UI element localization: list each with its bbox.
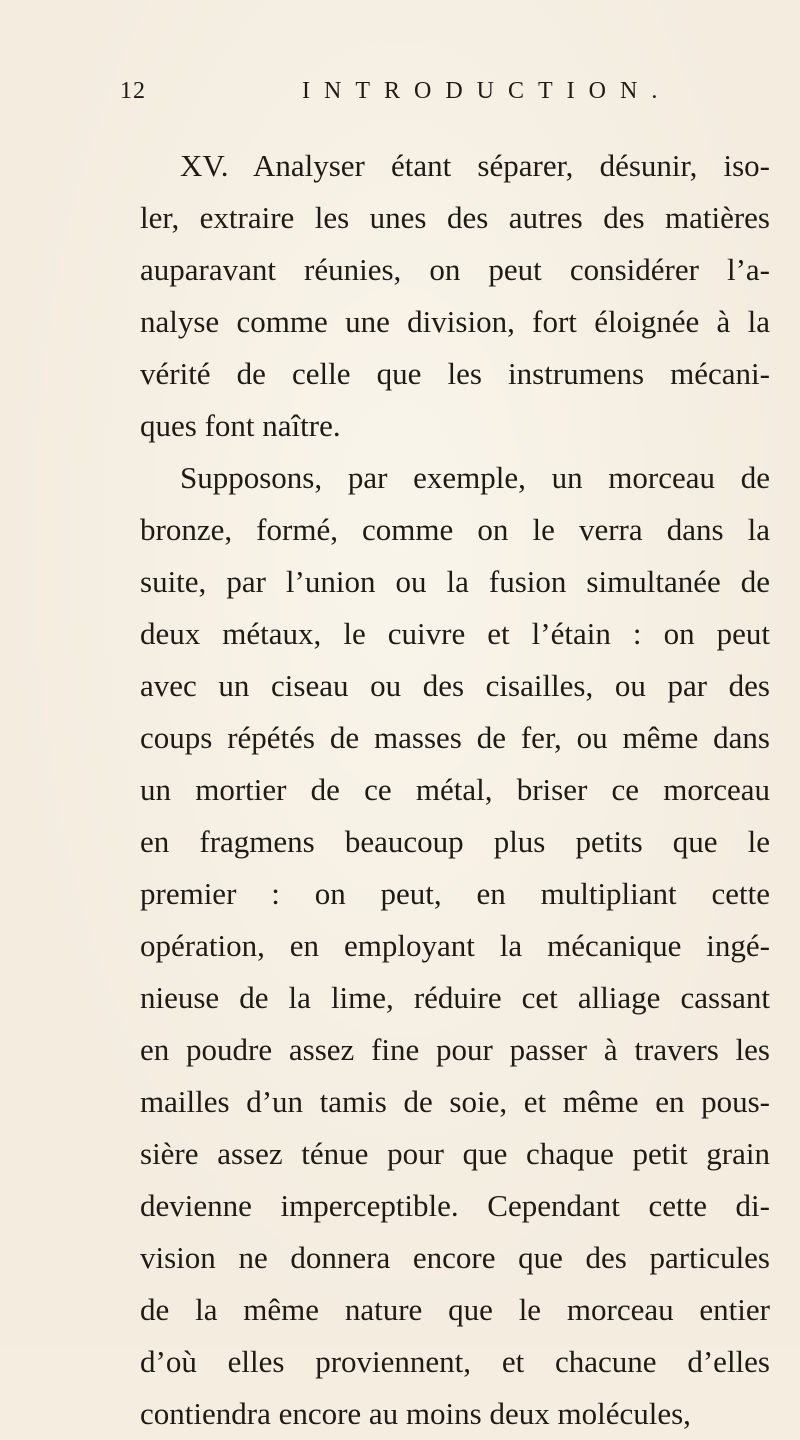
- text-line: suite, par l’union ou la fusion simultanée de: [140, 564, 770, 599]
- text-line: premier : on peut, en multipliant cette: [140, 876, 770, 911]
- text-line: de la même nature que le morceau entier: [140, 1292, 770, 1327]
- text-line: ques font naître.: [140, 408, 341, 443]
- text-line: sière assez ténue pour que chaque petit grain: [140, 1136, 770, 1171]
- text-line: vérité de celle que les instrumens mécani-: [140, 356, 770, 391]
- text-line: avec un ciseau ou des cisailles, ou par des: [140, 668, 770, 703]
- text-line: mailles d’un tamis de soie, et même en pous-: [140, 1084, 770, 1119]
- text-line: deux métaux, le cuivre et l’étain : on peut: [140, 616, 770, 651]
- text-line: bronze, formé, comme on le verra dans la: [140, 512, 770, 547]
- text-line: auparavant réunies, on peut considérer l’a-: [140, 252, 770, 287]
- text-line: en poudre assez fine pour passer à travers les: [140, 1032, 770, 1067]
- text-line: en fragmens beaucoup plus petits que le: [140, 824, 770, 859]
- text-line: vision ne donnera encore que des particules: [140, 1240, 770, 1275]
- paragraph-2: [140, 452, 770, 1440]
- text-line: ler, extraire les unes des autres des matières: [140, 200, 770, 235]
- text-line: XV. Analyser étant séparer, désunir, iso-: [180, 148, 770, 183]
- paragraph-1: [140, 140, 770, 452]
- running-head: [120, 78, 760, 118]
- text-line: devienne imperceptible. Cependant cette di-: [140, 1188, 770, 1223]
- text-line: d’où elles proviennent, et chacune d’elles: [140, 1344, 770, 1379]
- text-line: contiendra encore au moins deux molécules,: [140, 1396, 691, 1431]
- text-line: un mortier de ce métal, briser ce morceau: [140, 772, 770, 807]
- text-line: Supposons, par exemple, un morceau de: [180, 460, 770, 495]
- text-line: coups répétés de masses de fer, ou même dans: [140, 720, 770, 755]
- text-line: opération, en employant la mécanique ingé-: [140, 928, 770, 963]
- page-number: 12: [120, 78, 146, 104]
- body-text: [140, 140, 770, 1440]
- running-title: INTRODUCTION.: [302, 78, 672, 104]
- text-line: nieuse de la lime, réduire cet alliage cassant: [140, 980, 770, 1015]
- text-line: nalyse comme une division, fort éloignée à la: [140, 304, 770, 339]
